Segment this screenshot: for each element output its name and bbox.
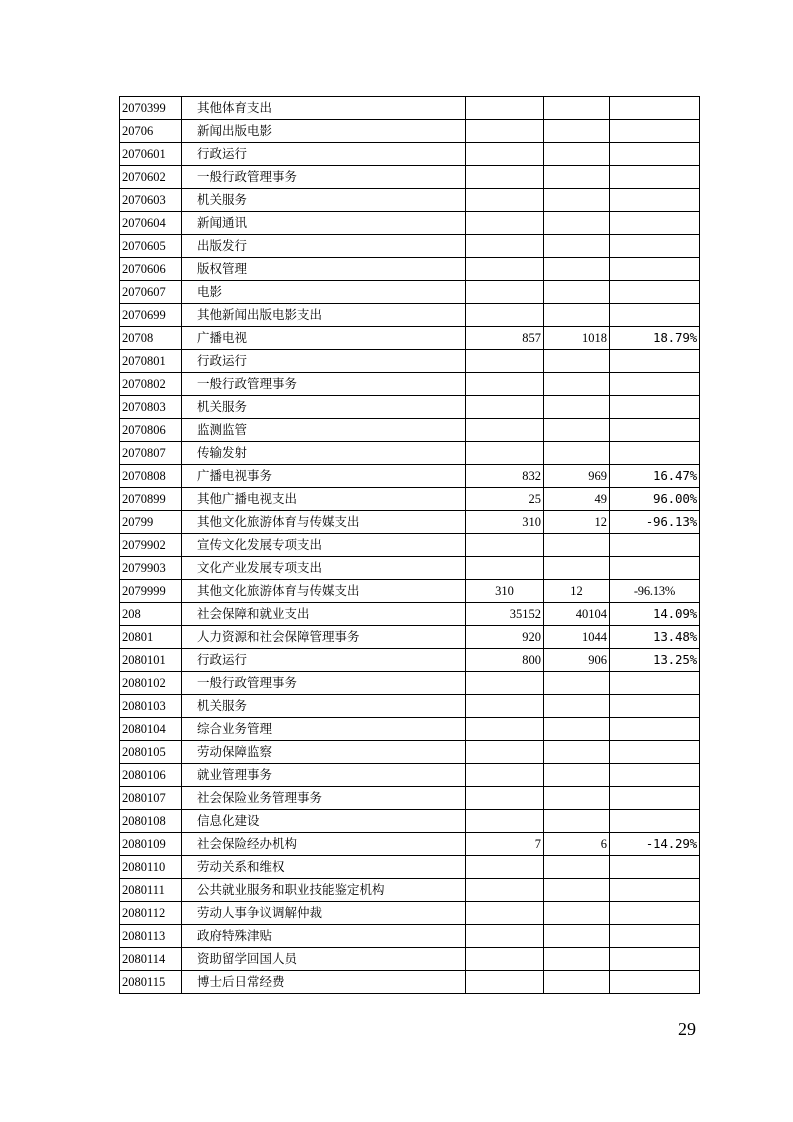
subject-code-cell: 20801 (120, 626, 182, 649)
current-year-amount-cell: 906 (544, 649, 610, 672)
subject-name-cell: 行政运行 (182, 649, 466, 672)
subject-name-cell: 资助留学回国人员 (182, 948, 466, 971)
current-year-amount-cell (544, 787, 610, 810)
subject-name-cell: 出版发行 (182, 235, 466, 258)
subject-name-cell: 社会保险经办机构 (182, 833, 466, 856)
subject-code-cell: 20799 (120, 511, 182, 534)
change-percent-cell (610, 971, 700, 994)
table-row (120, 580, 700, 603)
subject-code-cell: 2080105 (120, 741, 182, 764)
current-year-amount-cell: 40104 (544, 603, 610, 626)
change-percent-cell: 16.47% (610, 465, 700, 488)
current-year-amount-cell (544, 442, 610, 465)
subject-code-cell: 2070601 (120, 143, 182, 166)
subject-code-cell: 2070801 (120, 350, 182, 373)
subject-name-cell: 信息化建设 (182, 810, 466, 833)
subject-code-cell: 2079902 (120, 534, 182, 557)
subject-name-cell: 机关服务 (182, 396, 466, 419)
change-percent-cell (610, 166, 700, 189)
prior-year-amount-cell: 800 (466, 649, 544, 672)
table-row (120, 373, 700, 396)
current-year-amount-cell (544, 695, 610, 718)
prior-year-amount-cell (466, 235, 544, 258)
table-row (120, 626, 700, 649)
current-year-amount-cell (544, 258, 610, 281)
current-year-amount-cell (544, 281, 610, 304)
current-year-amount-cell (544, 718, 610, 741)
change-percent-cell (610, 557, 700, 580)
prior-year-amount-cell (466, 373, 544, 396)
prior-year-amount-cell: 25 (466, 488, 544, 511)
table-row (120, 189, 700, 212)
subject-name-cell: 劳动关系和维权 (182, 856, 466, 879)
subject-name-cell: 其他文化旅游体育与传媒支出 (182, 511, 466, 534)
table-row (120, 856, 700, 879)
subject-code-cell: 2070604 (120, 212, 182, 235)
change-percent-cell (610, 741, 700, 764)
table-row (120, 465, 700, 488)
prior-year-amount-cell (466, 189, 544, 212)
subject-code-cell: 20708 (120, 327, 182, 350)
subject-code-cell: 2080107 (120, 787, 182, 810)
table-row (120, 396, 700, 419)
change-percent-cell (610, 442, 700, 465)
prior-year-amount-cell (466, 143, 544, 166)
subject-name-cell: 电影 (182, 281, 466, 304)
prior-year-amount-cell (466, 718, 544, 741)
current-year-amount-cell (544, 856, 610, 879)
prior-year-amount-cell (466, 971, 544, 994)
subject-code-cell: 2070899 (120, 488, 182, 511)
subject-name-cell: 广播电视事务 (182, 465, 466, 488)
table-row (120, 741, 700, 764)
subject-name-cell: 其他体育支出 (182, 97, 466, 120)
prior-year-amount-cell: 310 (466, 580, 544, 603)
change-percent-cell (610, 373, 700, 396)
change-percent-cell: 18.79% (610, 327, 700, 350)
subject-name-cell: 文化产业发展专项支出 (182, 557, 466, 580)
prior-year-amount-cell: 310 (466, 511, 544, 534)
subject-code-cell: 2080104 (120, 718, 182, 741)
change-percent-cell (610, 419, 700, 442)
prior-year-amount-cell (466, 350, 544, 373)
table-row (120, 511, 700, 534)
subject-name-cell: 一般行政管理事务 (182, 373, 466, 396)
subject-code-cell: 2080115 (120, 971, 182, 994)
table-row (120, 948, 700, 971)
prior-year-amount-cell (466, 557, 544, 580)
subject-code-cell: 2070803 (120, 396, 182, 419)
current-year-amount-cell (544, 419, 610, 442)
subject-name-cell: 新闻通讯 (182, 212, 466, 235)
current-year-amount-cell (544, 948, 610, 971)
table-row (120, 649, 700, 672)
subject-name-cell: 劳动保障监察 (182, 741, 466, 764)
subject-name-cell: 其他广播电视支出 (182, 488, 466, 511)
table-row (120, 902, 700, 925)
subject-code-cell: 2080101 (120, 649, 182, 672)
subject-name-cell: 机关服务 (182, 695, 466, 718)
subject-name-cell: 劳动人事争议调解仲裁 (182, 902, 466, 925)
prior-year-amount-cell (466, 856, 544, 879)
subject-code-cell: 2070607 (120, 281, 182, 304)
table-row (120, 925, 700, 948)
table-row (120, 534, 700, 557)
change-percent-cell (610, 718, 700, 741)
current-year-amount-cell (544, 971, 610, 994)
current-year-amount-cell (544, 764, 610, 787)
prior-year-amount-cell (466, 902, 544, 925)
subject-code-cell: 20706 (120, 120, 182, 143)
table-row (120, 718, 700, 741)
current-year-amount-cell (544, 189, 610, 212)
current-year-amount-cell: 12 (544, 511, 610, 534)
table-row (120, 235, 700, 258)
prior-year-amount-cell (466, 304, 544, 327)
change-percent-cell (610, 396, 700, 419)
prior-year-amount-cell (466, 442, 544, 465)
prior-year-amount-cell: 857 (466, 327, 544, 350)
subject-code-cell: 2080112 (120, 902, 182, 925)
table-row (120, 879, 700, 902)
subject-name-cell: 一般行政管理事务 (182, 672, 466, 695)
subject-code-cell: 2080109 (120, 833, 182, 856)
current-year-amount-cell (544, 350, 610, 373)
subject-name-cell: 其他文化旅游体育与传媒支出 (182, 580, 466, 603)
subject-name-cell: 公共就业服务和职业技能鉴定机构 (182, 879, 466, 902)
subject-name-cell: 社会保障和就业支出 (182, 603, 466, 626)
table-row (120, 281, 700, 304)
current-year-amount-cell: 49 (544, 488, 610, 511)
prior-year-amount-cell (466, 925, 544, 948)
subject-code-cell: 2080110 (120, 856, 182, 879)
change-percent-cell (610, 258, 700, 281)
change-percent-cell (610, 281, 700, 304)
prior-year-amount-cell: 832 (466, 465, 544, 488)
current-year-amount-cell (544, 304, 610, 327)
subject-code-cell: 2070808 (120, 465, 182, 488)
prior-year-amount-cell (466, 258, 544, 281)
prior-year-amount-cell: 7 (466, 833, 544, 856)
change-percent-cell (610, 534, 700, 557)
current-year-amount-cell (544, 396, 610, 419)
current-year-amount-cell (544, 120, 610, 143)
subject-name-cell: 政府特殊津贴 (182, 925, 466, 948)
budget-table (119, 96, 700, 994)
subject-code-cell: 2070802 (120, 373, 182, 396)
subject-name-cell: 其他新闻出版电影支出 (182, 304, 466, 327)
subject-code-cell: 2070605 (120, 235, 182, 258)
change-percent-cell (610, 304, 700, 327)
subject-name-cell: 监测监管 (182, 419, 466, 442)
table-row (120, 442, 700, 465)
table-row (120, 971, 700, 994)
current-year-amount-cell (544, 97, 610, 120)
table-row (120, 327, 700, 350)
subject-name-cell: 人力资源和社会保障管理事务 (182, 626, 466, 649)
subject-code-cell: 2070807 (120, 442, 182, 465)
change-percent-cell (610, 695, 700, 718)
current-year-amount-cell (544, 741, 610, 764)
subject-name-cell: 宣传文化发展专项支出 (182, 534, 466, 557)
change-percent-cell (610, 672, 700, 695)
subject-code-cell: 2070603 (120, 189, 182, 212)
prior-year-amount-cell (466, 810, 544, 833)
current-year-amount-cell: 6 (544, 833, 610, 856)
current-year-amount-cell (544, 557, 610, 580)
change-percent-cell (610, 189, 700, 212)
prior-year-amount-cell (466, 212, 544, 235)
subject-name-cell: 版权管理 (182, 258, 466, 281)
current-year-amount-cell (544, 925, 610, 948)
change-percent-cell (610, 948, 700, 971)
change-percent-cell: 14.09% (610, 603, 700, 626)
current-year-amount-cell: 12 (544, 580, 610, 603)
change-percent-cell (610, 97, 700, 120)
subject-name-cell: 社会保险业务管理事务 (182, 787, 466, 810)
page-number: 29 (678, 1019, 696, 1039)
subject-code-cell: 2070606 (120, 258, 182, 281)
table-row (120, 212, 700, 235)
table-row (120, 787, 700, 810)
prior-year-amount-cell (466, 120, 544, 143)
subject-code-cell: 2079903 (120, 557, 182, 580)
current-year-amount-cell (544, 212, 610, 235)
prior-year-amount-cell (466, 948, 544, 971)
table-row (120, 603, 700, 626)
table-row (120, 350, 700, 373)
current-year-amount-cell (544, 373, 610, 396)
table-row (120, 695, 700, 718)
current-year-amount-cell (544, 166, 610, 189)
prior-year-amount-cell: 920 (466, 626, 544, 649)
change-percent-cell (610, 879, 700, 902)
current-year-amount-cell (544, 235, 610, 258)
subject-name-cell: 广播电视 (182, 327, 466, 350)
change-percent-cell (610, 235, 700, 258)
subject-code-cell: 2070399 (120, 97, 182, 120)
subject-code-cell: 2080106 (120, 764, 182, 787)
table-row (120, 97, 700, 120)
subject-name-cell: 新闻出版电影 (182, 120, 466, 143)
current-year-amount-cell (544, 534, 610, 557)
change-percent-cell: 13.48% (610, 626, 700, 649)
prior-year-amount-cell (466, 672, 544, 695)
subject-code-cell: 2070699 (120, 304, 182, 327)
subject-code-cell: 208 (120, 603, 182, 626)
table-row (120, 810, 700, 833)
prior-year-amount-cell (466, 741, 544, 764)
current-year-amount-cell: 1018 (544, 327, 610, 350)
current-year-amount-cell (544, 902, 610, 925)
change-percent-cell: 13.25% (610, 649, 700, 672)
subject-code-cell: 2080114 (120, 948, 182, 971)
change-percent-cell (610, 350, 700, 373)
change-percent-cell (610, 212, 700, 235)
table-row (120, 488, 700, 511)
subject-code-cell: 2080103 (120, 695, 182, 718)
current-year-amount-cell (544, 143, 610, 166)
table-row (120, 557, 700, 580)
subject-name-cell: 一般行政管理事务 (182, 166, 466, 189)
change-percent-cell (610, 902, 700, 925)
table-row (120, 120, 700, 143)
table-row (120, 258, 700, 281)
current-year-amount-cell (544, 810, 610, 833)
current-year-amount-cell: 1044 (544, 626, 610, 649)
subject-code-cell: 2079999 (120, 580, 182, 603)
subject-code-cell: 2080102 (120, 672, 182, 695)
subject-name-cell: 行政运行 (182, 350, 466, 373)
table-row (120, 143, 700, 166)
prior-year-amount-cell (466, 419, 544, 442)
change-percent-cell (610, 925, 700, 948)
prior-year-amount-cell (466, 879, 544, 902)
subject-code-cell: 2070806 (120, 419, 182, 442)
prior-year-amount-cell (466, 787, 544, 810)
subject-code-cell: 2080113 (120, 925, 182, 948)
prior-year-amount-cell: 35152 (466, 603, 544, 626)
table-row (120, 419, 700, 442)
prior-year-amount-cell (466, 695, 544, 718)
subject-name-cell: 博士后日常经费 (182, 971, 466, 994)
subject-name-cell: 行政运行 (182, 143, 466, 166)
change-percent-cell: -96.13% (610, 511, 700, 534)
change-percent-cell: -96.13% (610, 580, 700, 603)
subject-name-cell: 就业管理事务 (182, 764, 466, 787)
subject-code-cell: 2070602 (120, 166, 182, 189)
subject-name-cell: 综合业务管理 (182, 718, 466, 741)
table-row (120, 304, 700, 327)
prior-year-amount-cell (466, 166, 544, 189)
table-row (120, 672, 700, 695)
table-row (120, 166, 700, 189)
table-row (120, 764, 700, 787)
change-percent-cell: 96.00% (610, 488, 700, 511)
subject-name-cell: 机关服务 (182, 189, 466, 212)
prior-year-amount-cell (466, 764, 544, 787)
change-percent-cell (610, 856, 700, 879)
change-percent-cell (610, 764, 700, 787)
subject-code-cell: 2080108 (120, 810, 182, 833)
subject-code-cell: 2080111 (120, 879, 182, 902)
change-percent-cell (610, 143, 700, 166)
change-percent-cell (610, 120, 700, 143)
table-body (120, 97, 700, 994)
change-percent-cell: -14.29% (610, 833, 700, 856)
current-year-amount-cell: 969 (544, 465, 610, 488)
table-row (120, 833, 700, 856)
current-year-amount-cell (544, 672, 610, 695)
change-percent-cell (610, 787, 700, 810)
change-percent-cell (610, 810, 700, 833)
current-year-amount-cell (544, 879, 610, 902)
prior-year-amount-cell (466, 396, 544, 419)
prior-year-amount-cell (466, 534, 544, 557)
prior-year-amount-cell (466, 97, 544, 120)
subject-name-cell: 传输发射 (182, 442, 466, 465)
prior-year-amount-cell (466, 281, 544, 304)
